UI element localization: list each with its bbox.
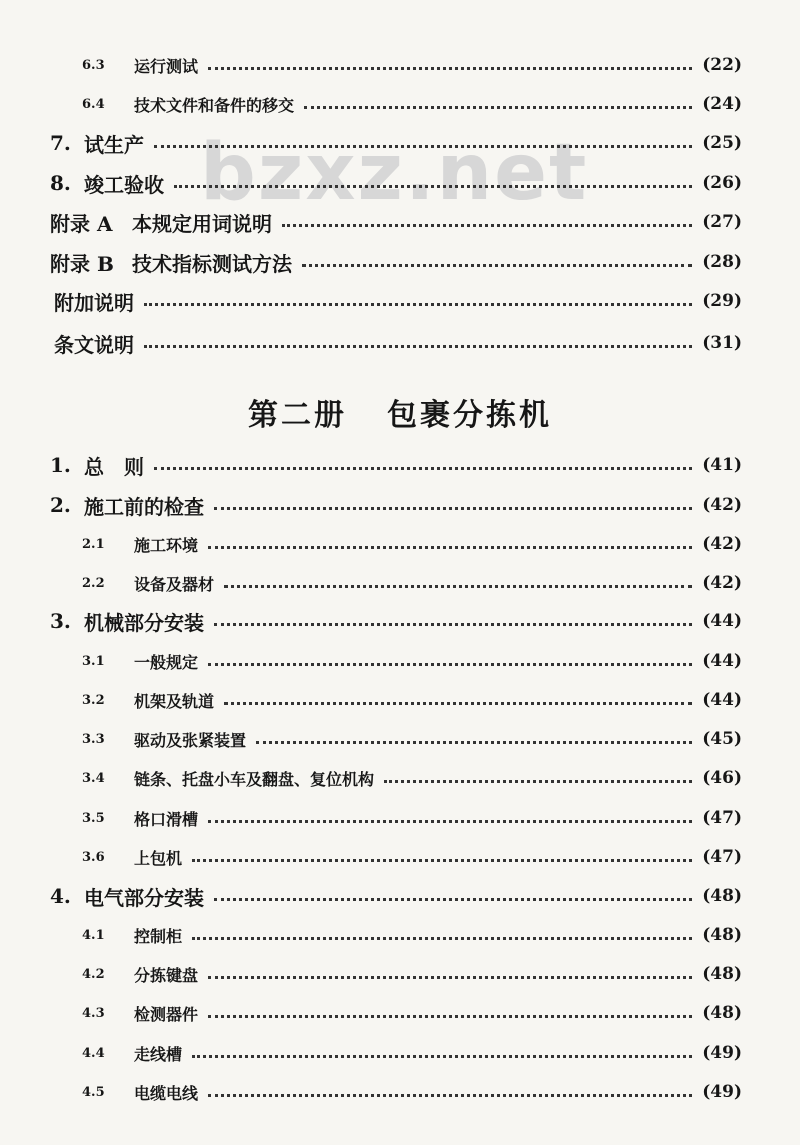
toc-number: 1. <box>50 453 71 477</box>
toc-entry-2 <box>50 490 742 520</box>
toc-entry-additional-notes <box>50 286 742 316</box>
toc-title: 驱动及张紧装置 <box>134 730 247 750</box>
toc-number: 3.1 <box>82 653 105 669</box>
toc-number: 3.5 <box>82 810 105 826</box>
dot-leader <box>192 859 692 862</box>
toc-page: ( 42 ) <box>702 534 742 554</box>
toc-entry-appendix-b <box>50 247 742 277</box>
volume-heading <box>0 390 800 434</box>
toc-page: ( 44 ) <box>702 690 742 710</box>
dot-leader <box>208 1015 692 1018</box>
toc-entry-3-1 <box>82 646 742 676</box>
toc-number: 2.1 <box>82 536 105 552</box>
toc-title: 附加说明 <box>54 290 134 315</box>
dot-leader <box>208 1094 692 1097</box>
dot-leader <box>208 976 692 979</box>
dot-leader <box>144 303 692 306</box>
toc-title: 控制柜 <box>134 926 183 946</box>
toc-number: 3.3 <box>82 731 105 747</box>
toc-title: 技术指标测试方法 <box>132 251 292 276</box>
toc-page: ( 46 ) <box>702 768 742 788</box>
toc-page: ( 22 ) <box>702 55 742 75</box>
toc-entry-3-6 <box>82 842 742 872</box>
toc-entry-3 <box>50 606 742 636</box>
dot-leader <box>208 546 692 549</box>
toc-entry-2-2 <box>82 568 742 598</box>
dot-leader <box>282 224 692 227</box>
toc-page: ( 31 ) <box>702 333 742 353</box>
toc-page: ( 27 ) <box>702 212 742 232</box>
toc-title: 竣工验收 <box>84 172 164 197</box>
toc-title: 检测器件 <box>134 1004 199 1024</box>
toc-page: ( 49 ) <box>702 1043 742 1063</box>
toc-number: 3.4 <box>82 770 105 786</box>
dot-leader <box>208 820 692 823</box>
toc-title: 施工前的检查 <box>84 494 204 519</box>
toc-page: ( 28 ) <box>702 252 742 272</box>
dot-leader <box>214 898 692 901</box>
toc-number: 4.3 <box>82 1005 105 1021</box>
toc-entry-3-5 <box>82 803 742 833</box>
toc-entry-clause-notes <box>50 328 742 358</box>
toc-page: ( 29 ) <box>702 291 742 311</box>
toc-entry-4-3 <box>82 998 742 1028</box>
toc-entry-6-3 <box>82 50 742 80</box>
toc-title: 走线槽 <box>134 1044 183 1064</box>
dot-leader <box>304 106 692 109</box>
dot-leader <box>144 345 692 348</box>
toc-page: ( 48 ) <box>702 886 742 906</box>
dot-leader <box>214 507 692 510</box>
toc-title: 格口滑槽 <box>134 809 199 829</box>
toc-page: ( 48 ) <box>702 1003 742 1023</box>
dot-leader <box>192 937 692 940</box>
toc-title: 设备及器材 <box>134 574 215 594</box>
toc-title: 分拣键盘 <box>134 965 199 985</box>
dot-leader <box>384 780 692 783</box>
toc-number: 4.4 <box>82 1045 105 1061</box>
volume-name: 包裹分拣机 <box>387 398 552 433</box>
toc-page: ( 24 ) <box>702 94 742 114</box>
toc-page: ( 47 ) <box>702 808 742 828</box>
dot-leader <box>214 623 692 626</box>
toc-page: ( 44 ) <box>702 611 742 631</box>
toc-number: 4.5 <box>82 1084 105 1100</box>
dot-leader <box>154 145 692 148</box>
dot-leader <box>256 741 692 744</box>
toc-number: 8. <box>50 171 71 195</box>
toc-entry-8 <box>50 168 742 198</box>
dot-leader <box>174 185 692 188</box>
dot-leader <box>224 585 692 588</box>
dot-leader <box>208 67 692 70</box>
toc-title: 本规定用词说明 <box>132 211 272 236</box>
dot-leader <box>208 663 692 666</box>
toc-page: ( 45 ) <box>702 729 742 749</box>
toc-entry-4-5 <box>82 1077 742 1107</box>
toc-entry-3-4 <box>82 763 742 793</box>
toc-entry-2-1 <box>82 529 742 559</box>
toc-title: 总 则 <box>84 454 144 479</box>
dot-leader <box>154 467 692 470</box>
toc-page: ( 26 ) <box>702 173 742 193</box>
toc-number: 6.3 <box>82 57 105 73</box>
toc-page: ( 47 ) <box>702 847 742 867</box>
dot-leader <box>192 1055 692 1058</box>
toc-entry-appendix-a <box>50 207 742 237</box>
toc-entry-6-4 <box>82 89 742 119</box>
toc-title: 施工环境 <box>134 535 199 555</box>
toc-page: ( 41 ) <box>702 455 742 475</box>
toc-entry-1 <box>50 450 742 480</box>
volume-number: 第二册 <box>248 398 347 433</box>
toc-title: 试生产 <box>84 132 144 157</box>
toc-entry-3-3 <box>82 724 742 754</box>
toc-title: 一般规定 <box>134 652 199 672</box>
toc-page: ( 42 ) <box>702 573 742 593</box>
toc-number: 7. <box>50 131 71 155</box>
toc-title: 技术文件和备件的移交 <box>134 95 295 115</box>
toc-title: 电气部分安装 <box>84 885 204 910</box>
toc-page: ( 44 ) <box>702 651 742 671</box>
toc-number: 6.4 <box>82 96 105 112</box>
toc-number: 2. <box>50 493 71 517</box>
toc-number: 4.1 <box>82 927 105 943</box>
toc-number: 附录 A <box>50 211 113 236</box>
toc-title: 链条、托盘小车及翻盘、复位机构 <box>134 769 375 789</box>
toc-entry-4 <box>50 881 742 911</box>
toc-number: 3. <box>50 609 71 633</box>
toc-page: ( 48 ) <box>702 925 742 945</box>
toc-number: 4. <box>50 884 71 908</box>
toc-title: 机械部分安装 <box>84 610 204 635</box>
dot-leader <box>302 264 692 267</box>
toc-entry-3-2 <box>82 685 742 715</box>
toc-title: 上包机 <box>134 848 183 868</box>
toc-page: ( 49 ) <box>702 1082 742 1102</box>
toc-number: 3.6 <box>82 849 105 865</box>
toc-number: 附录 B <box>50 251 114 276</box>
toc-entry-4-4 <box>82 1038 742 1068</box>
watermark: bzxz.net <box>200 128 589 218</box>
toc-title: 电缆电线 <box>134 1083 199 1103</box>
toc-number: 2.2 <box>82 575 105 591</box>
toc-page: ( 25 ) <box>702 133 742 153</box>
toc-entry-4-2 <box>82 959 742 989</box>
toc-number: 3.2 <box>82 692 105 708</box>
toc-title: 条文说明 <box>54 332 134 357</box>
dot-leader <box>224 702 692 705</box>
toc-title: 运行测试 <box>134 56 199 76</box>
toc-entry-7 <box>50 128 742 158</box>
toc-number: 4.2 <box>82 966 105 982</box>
toc-page: ( 48 ) <box>702 964 742 984</box>
toc-page: ( 42 ) <box>702 495 742 515</box>
toc-entry-4-1 <box>82 920 742 950</box>
toc-title: 机架及轨道 <box>134 691 215 711</box>
